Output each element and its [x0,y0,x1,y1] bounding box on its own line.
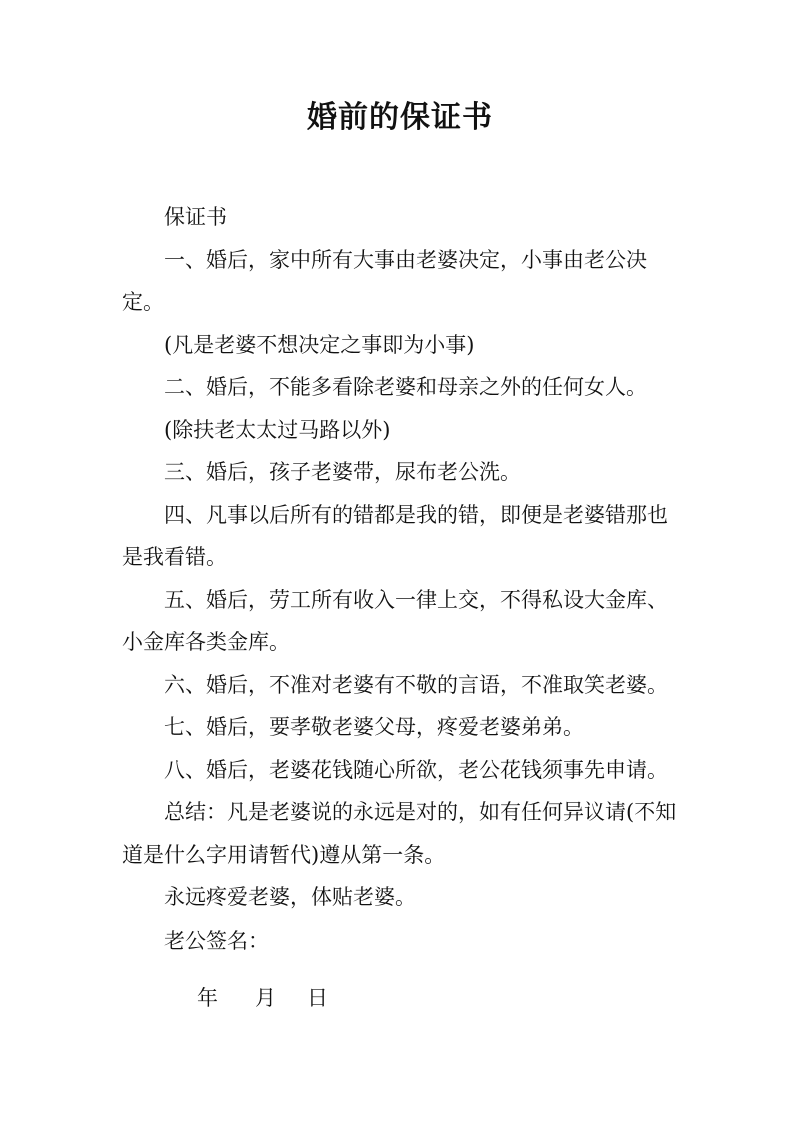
document-body [122,196,686,919]
date-line [197,977,337,1019]
date-day-label: 日 [307,986,328,1010]
paragraph-clause-1-note: (凡是老婆不想决定之事即为小事) [164,332,475,357]
paragraph-clause-1: 一、婚后，家中所有大事由老婆决定，小事由老公决定。 [122,247,647,314]
paragraph-clause-6: 六、婚后，不准对老婆有不敬的言语，不准取笑老婆。 [164,672,668,697]
paragraph-clause-3: 三、婚后，孩子老婆带，尿布老公洗。 [164,460,521,484]
document-title: 婚前的保证书 [307,100,493,135]
paragraph-closing: 永远疼爱老婆，体贴老婆。 [164,885,416,909]
date-month-label: 月 [255,986,276,1010]
signature-label: 老公签名： [164,929,269,953]
paragraph-summary: 总结：凡是老婆说的永远是对的，如有任何异议请(不知道是什么字用请暂代)遵从第一条。 [122,800,677,867]
date-year-label: 年 [197,986,218,1010]
paragraph-clause-8: 八、婚后，老婆花钱随心所欲，老公花钱须事先申请。 [164,757,668,782]
paragraph-clause-2: 二、婚后，不能多看除老婆和母亲之外的任何女人。 [164,375,647,399]
paragraph-heading: 保证书 [164,205,227,229]
paragraph-clause-5: 五、婚后，劳工所有收入一律上交，不得私设大金库、小金库各类金库。 [122,587,668,654]
paragraph-clause-7: 七、婚后，要孝敬老婆父母，疼爱老婆弟弟。 [164,715,584,739]
paragraph-clause-2-note: (除扶老太太过马路以外) [164,417,391,442]
paragraph-clause-4: 四、凡事以后所有的错都是我的错，即便是老婆错那也是我看错。 [122,502,668,569]
